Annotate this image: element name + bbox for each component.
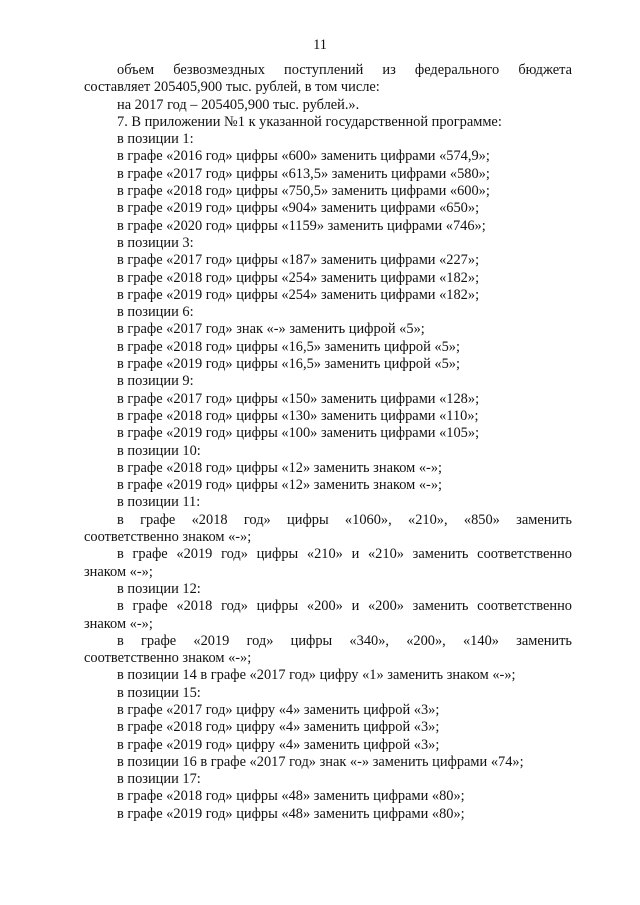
text-line: в графе «2016 год» цифры «600» заменить цифрами «574,9»;: [117, 148, 490, 165]
text-line: в графе «2018 год» цифры «12» заменить знаком «-»;: [117, 459, 443, 476]
text-line: в графе «2018 год» цифры «200» и «200» заменить соответственно: [117, 598, 572, 615]
text-line: в графе «2018 год» цифры «254» заменить цифрами «182»;: [117, 269, 480, 286]
text-line: в графе «2018 год» цифры «48» заменить цифрами «80»;: [117, 788, 465, 805]
text-line: в графе «2020 год» цифры «1159» заменить цифрами «746»;: [117, 217, 486, 234]
text-line: знаком «-»;: [84, 563, 153, 580]
text-line: в позиции 17:: [117, 771, 201, 788]
text-line: в графе «2019 год» цифры «210» и «210» заменить соответственно: [117, 546, 572, 563]
text-line: в позиции 10:: [117, 442, 201, 459]
text-line: соответственно знаком «-»;: [84, 650, 252, 667]
text-line: в графе «2017 год» цифру «4» заменить цифрой «3»;: [117, 701, 440, 718]
text-line: в графе «2019 год» цифры «254» заменить цифрами «182»;: [117, 286, 480, 303]
text-line: в позиции 15:: [117, 684, 201, 701]
text-line: в графе «2018 год» цифры «130» заменить цифрами «110»;: [117, 407, 479, 424]
text-line: в графе «2017 год» цифры «150» заменить цифрами «128»;: [117, 390, 480, 407]
text-line: в позиции 3:: [117, 234, 194, 251]
text-line: в графе «2019 год» цифры «100» заменить цифрами «105»;: [117, 425, 480, 442]
text-line: в позиции 11:: [117, 494, 201, 511]
text-line: в графе «2018 год» цифры «750,5» заменить цифрами «600»;: [117, 183, 490, 200]
text-line: 7. В приложении №1 к указанной государственной программе:: [117, 113, 502, 130]
text-line: соответственно знаком «-»;: [84, 529, 252, 546]
text-line: составляет 205405,900 тыс. рублей, в том числе:: [84, 79, 380, 96]
text-line: на 2017 год – 205405,900 тыс. рублей.».: [117, 96, 360, 113]
text-line: в графе «2018 год» цифры «1060», «210», «850» заменить: [117, 511, 572, 528]
text-line: в позиции 6:: [117, 304, 194, 321]
text-line: в графе «2018 год» цифру «4» заменить цифрой «3»;: [117, 719, 440, 736]
text-line: в графе «2019 год» цифру «4» заменить цифрой «3»;: [117, 736, 440, 753]
text-line: объем безвозмездных поступлений из федерального бюджета: [117, 62, 572, 78]
text-line: знаком «-»;: [84, 615, 153, 632]
text-line: в графе «2019 год» цифры «16,5» заменить цифрой «5»;: [117, 356, 460, 373]
text-line: в позиции 9:: [117, 373, 194, 390]
text-line: в графе «2017 год» цифры «613,5» заменить цифрами «580»;: [117, 165, 490, 182]
page-number: 11: [313, 37, 327, 53]
text-line: в графе «2019 год» цифры «904» заменить цифрами «650»;: [117, 200, 480, 217]
text-line: в графе «2017 год» цифры «187» заменить цифрами «227»;: [117, 252, 480, 269]
text-line: в графе «2019 год» цифры «340», «200», «140» заменить: [117, 632, 572, 649]
text-line: в позиции 1:: [117, 131, 194, 148]
text-line: в графе «2019 год» цифры «48» заменить цифрами «80»;: [117, 805, 465, 822]
text-line: в графе «2018 год» цифры «16,5» заменить цифрой «5»;: [117, 338, 460, 355]
text-line: в позиции 16 в графе «2017 год» знак «-» заменить цифрами «74»;: [117, 753, 524, 770]
text-line: в позиции 14 в графе «2017 год» цифру «1» заменить знаком «-»;: [117, 667, 516, 684]
document-body: [84, 62, 572, 823]
text-line: в графе «2019 год» цифры «12» заменить знаком «-»;: [117, 477, 443, 494]
text-line: в позиции 12:: [117, 580, 201, 597]
text-line: в графе «2017 год» знак «-» заменить цифрой «5»;: [117, 321, 425, 338]
